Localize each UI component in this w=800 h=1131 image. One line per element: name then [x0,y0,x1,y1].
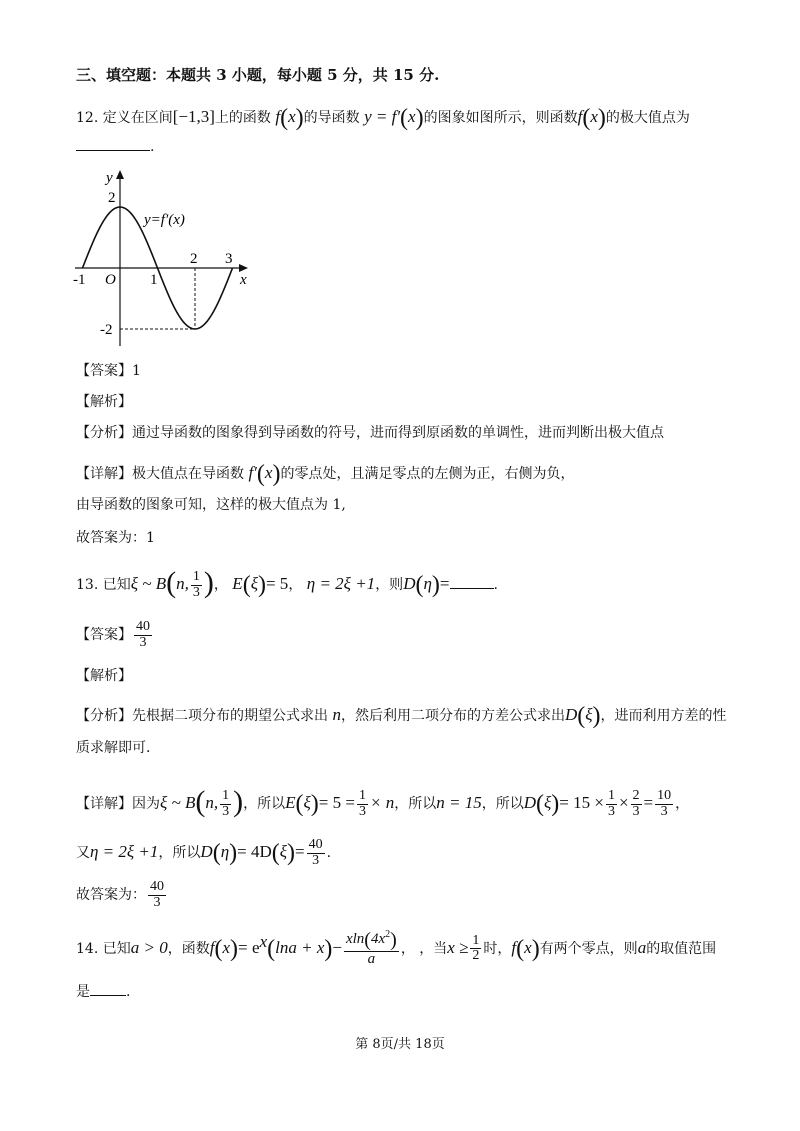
y-axis-label: y [106,170,113,186]
a13-final-text: 故答案为： [76,887,146,904]
a13-frac-6 [307,838,325,868]
question-13: 13. 已知ξ ~ B(n, $\frac{1}{3}$ )， E(ξ)= 5， η = 2ξ +1，则D(η)= . [76,566,498,600]
a13-xi-B: ξ ~ B [160,793,196,812]
q12-y-eq: y = f′ [364,107,401,126]
q13-frac [191,570,202,600]
a13-x3: = 5 = [318,793,355,812]
q12-x: x [288,107,296,126]
a13-x11: ， [675,796,690,812]
q14-a: a [637,937,647,957]
a13-analysis-tag: 【解析】 [76,668,132,684]
a12-line2: 由导函数的图象可知，这样的极大值点为 1, [76,497,346,513]
q14-minus: − [332,937,342,957]
a13-frac2-num: 1 [358,787,366,803]
a13-frac-5 [655,789,673,819]
q12-text-4: 的图象如图所示，则函数 [423,110,578,126]
a13-y5: . [326,845,332,862]
origin-label: O [105,272,116,288]
a13-xi: ξ [303,793,311,812]
a12-fprime: f′ [248,463,257,482]
q14-num-sq: 2 [385,929,391,940]
tick-label-1: 1 [150,272,158,288]
a13-frac6-den: 3 [312,852,320,868]
q14-half-num: 1 [472,932,480,948]
q14-e: e [252,937,260,957]
a13-xi3: ξ [279,842,288,862]
a13-x6: n = 15 [436,793,482,812]
q14-ex: x [259,932,268,952]
q14-text-6: 的取值范围 [646,940,717,957]
q14-text-7: 是 [76,984,90,1000]
q14-eq: = [237,937,248,957]
a13-eta: η [220,842,230,862]
q12-f: f [275,107,281,126]
a13-frac-1 [220,789,231,819]
a13-frac2-den: 3 [358,803,366,819]
a13-answer-tag: 【答案】 [76,627,132,644]
derivative-graph [70,166,260,350]
q14-f2: f [511,937,517,957]
a13-y3: = 4D [237,842,272,862]
a13-x9: × [618,793,629,812]
q12-text-1: 定义在区间 [102,110,173,126]
a13-n: n, [205,793,219,812]
tick-label-neg1: -1 [73,272,86,288]
q14-frac [344,930,399,968]
q14-x2: x [524,937,532,957]
a13-fenxi-tag: 【分析】 [76,708,132,724]
a13-xiangjie: 【详解】因为ξ ~ B(n, $\frac{1}{3}$ )，所以E(ξ)= 5 = $\frac{1}{3}$ × n，所以n = 15，所以D(ξ)= 15 × $\frac{1}{3}$ × $\frac{2}{3}$ = $\frac{10}{3}$ ， [76,785,690,819]
q13-eq5: = 5 [265,574,289,593]
a13-x10: = [643,793,654,812]
q13-text-2: ，则 [375,577,404,593]
a13-frac4-den: 3 [632,803,640,819]
q13-number: 13. [76,577,99,593]
q13-end: . [493,577,498,593]
q14-line2 [76,985,130,999]
a13-frac3-num: 1 [607,787,615,803]
a12-xj-text-2: 的零点处，且满足零点的左侧为正，右侧为负， [280,466,575,482]
q14-a-gt0: a > 0 [130,937,168,957]
q13-E: E [232,574,243,593]
a13-frac5-den: 3 [660,803,668,819]
a13-frac1-den: 3 [222,803,230,819]
a13-f-D: D [564,705,578,724]
a13-final-frac [148,880,166,910]
a12-answer-tag: 【答案】 [76,363,132,379]
tick-label-2: 2 [190,251,198,267]
q14-x: x [222,937,230,957]
q14-half [470,934,481,964]
q12-text-2: 上的函数 [214,110,271,126]
a13-x7: ，所以 [481,796,524,812]
a13-frac5-num: 10 [657,787,672,803]
q13-xi: ξ [250,574,258,593]
a13-f1: 先根据二项分布的期望公式求出 [132,708,333,724]
a13-xi2: ξ [543,793,552,812]
q14-frac-den: a [367,951,376,967]
q14-num-xln: xln [345,931,365,947]
q12-interval: [−1,3] [172,107,215,126]
question-14: 14. 已知a > 0，函数$f(x)= e^x(\ln a + x)-$ $\frac{xln(4x^2)}{a}$ ， ，当x ≥ $\frac{1}{2}$ 时，f(x)有两个零点，则a的取值范围 [76,929,717,967]
a13-frac-2 [357,789,368,819]
q14-frac-num: $xln(4x^2)$ [345,929,397,951]
a13-final-num: 40 [150,879,164,894]
a13-final [76,880,168,910]
q14-text-3: ，当 [419,940,448,957]
a13-final-den: 3 [153,894,161,910]
a12-answer [76,364,141,378]
q12-x3: x [590,107,598,126]
q14-text-5: 有两个零点，则 [539,940,638,957]
a13-f-xi: ξ [585,705,593,724]
q14-ln-a-x: lna + x [275,937,325,957]
a12-x: x [264,463,273,482]
q14-text-2: ，函数 [167,940,210,957]
a13-answer-frac [134,620,152,650]
a13-frac1-num: 1 [222,787,230,803]
a13-D2: D [200,842,213,862]
a13-fenxi: 【分析】先根据二项分布的期望公式求出 n，然后利用二项分布的方差公式求出D(ξ)，进而利用方差的性 [76,703,727,729]
a13-ans-num: 40 [136,619,150,634]
a12-xiangjie-tag: 【详解】 [76,466,132,482]
q12-x2: x [408,107,416,126]
a13-frac6-num: 40 [308,837,323,852]
q12-answer-blank [76,140,154,154]
a13-fenxi-line2: 质求解即可. [76,740,151,756]
q14-cond: x ≥ [447,937,469,957]
q14-text-1: 已知 [102,940,131,957]
a13-eta-eq: η = 2ξ +1 [90,842,159,862]
question-12: 12. 定义在区间[−1,3]上的函数 f(x)的导函数 y = f′(x)的图象如图所示，则函数f(x)的极大值点为 [76,105,690,131]
a13-frac3-den: 3 [607,803,615,819]
a13-frac-4 [631,789,642,819]
a13-f2: ，然后利用二项分布的方差公式求出 [340,708,565,724]
a13-y2: ，所以 [158,845,201,862]
q13-eta-eq: η = 2ξ +1 [306,574,376,593]
tick-label-3: 3 [225,251,233,267]
a12-fenxi-tag: 【分析】 [76,425,132,441]
x-axis-label: x [240,272,247,288]
a13-frac-3 [606,789,617,819]
q14-half-den: 2 [472,948,480,964]
page-footer: 第 8页/共 18页 [355,1037,445,1052]
a12-answer-value: 1 [132,363,141,379]
q14-end: . [126,984,131,1000]
y-axis-arrow [116,170,124,179]
q14-f: f [209,937,215,957]
y-tick-label-neg2: -2 [100,322,113,338]
a12-fenxi [76,426,664,440]
q14-num-4x: 4x [370,931,386,947]
section-heading: 三、填空题：本题共 3 小题，每小题 5 分，共 15 分. [76,66,440,84]
a13-x8: = 15 × [559,793,604,812]
a13-answer [76,620,154,650]
a12-xj-text-1: 极大值点在导函数 [132,466,244,482]
a13-line-eta: 又η = 2ξ +1，所以D(η)= 4D(ξ)= $\frac{40}{3}$ . [76,837,332,868]
q13-eq: = [439,574,450,593]
a13-y4: = [295,842,305,862]
y-tick-label-2: 2 [108,190,116,206]
a13-f-n: n [332,705,341,724]
q13-text-1: 已知 [102,577,131,593]
q12-text-5: 的极大值点为 [605,110,690,126]
q12-end: . [150,139,155,155]
q13-frac-den: 3 [192,584,200,600]
a13-D: D [523,793,536,812]
q12-f2: f [577,107,583,126]
a13-E: E [285,793,296,812]
q14-text-4: 时， [483,940,512,957]
a13-xiangjie-tag: 【详解】 [76,796,132,812]
q13-eta: η [423,574,432,593]
a13-frac4-num: 2 [632,787,640,803]
a13-x4: × n [369,793,395,812]
q14-number: 14. [76,940,99,957]
a12-analysis-tag: 【解析】 [76,394,132,410]
a12-fenxi-text: 通过导函数的图象得到导函数的符号，进而得到原函数的单调性，进而判断出极大值点 [132,425,664,441]
q13-n: n, [176,574,189,593]
q12-text-3: 的导函数 [303,110,360,126]
q12-number: 12. [76,110,99,126]
a12-xiangjie: 【详解】极大值点在导函数 f′(x)的零点处，且满足零点的左侧为正，右侧为负， [76,461,575,487]
a13-f3: ，进而利用方差的性 [600,708,727,724]
a13-ans-den: 3 [139,634,147,650]
a13-y1: 又 [76,845,90,862]
q13-frac-num: 1 [192,568,200,584]
curve-label: y=f′(x) [144,212,185,228]
a13-x1: 因为 [132,796,160,812]
q13-D: D [403,574,416,593]
q13-xi-B: ξ ~ B [130,574,167,593]
a13-x5: ，所以 [394,796,437,812]
a13-x2: ，所以 [243,796,286,812]
x-axis-arrow [239,264,248,272]
a12-line3: 故答案为：1 [76,530,155,546]
